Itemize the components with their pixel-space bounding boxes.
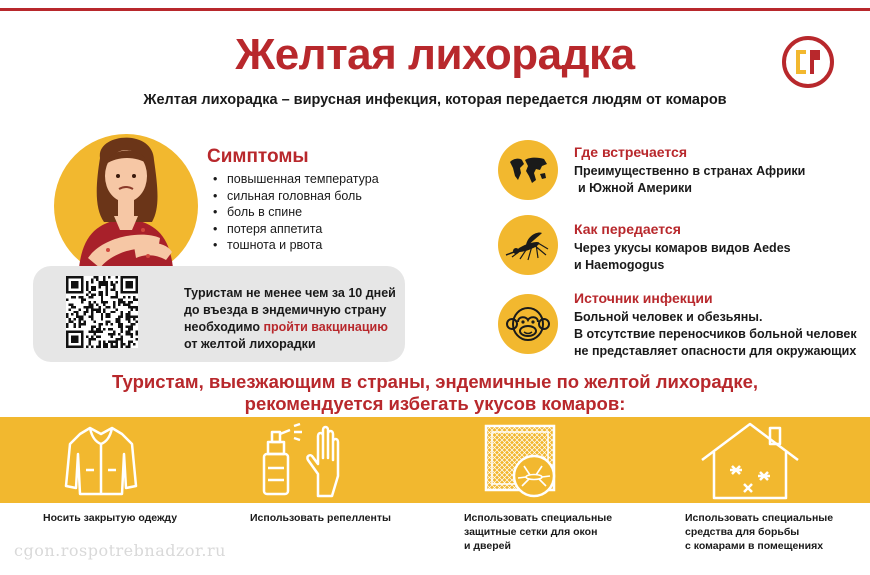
tip-line: Использовать специальные [685, 512, 834, 524]
sick-woman-illustration [48, 118, 218, 288]
tip-label-repellent [250, 511, 391, 525]
house-icon [700, 420, 800, 502]
tip-line: и дверей [464, 540, 511, 552]
notice-prefix: необходимо [184, 320, 264, 334]
vaccination-notice-text [184, 285, 399, 353]
monkey-icon [498, 294, 558, 354]
source-line: В отсутствие переносчиков больной человек [574, 327, 857, 341]
page-subtitle: Желтая лихорадка – вирусная инфекция, которая передается людям от комаров [143, 92, 727, 108]
recommendation-line: Туристам, выезжающим в страны, эндемичные по желтой лихорадке, [111, 371, 759, 392]
source-line: не представляет опасности для окружающих [574, 344, 857, 358]
where-heading: Где встречается [574, 144, 687, 160]
tip-line: с комарами в помещениях [685, 540, 824, 552]
vaccination-highlight: пройти вакцинацию [263, 320, 388, 334]
tip-line: защитные сетки для окон [464, 526, 598, 538]
where-line: Преимущественно в странах Африки [574, 164, 806, 178]
transmission-line: Через укусы комаров видов Aedes [574, 241, 791, 255]
recommendation-line: рекомендуется избегать укусов комаров: [244, 393, 626, 414]
tip-label-nets [464, 511, 612, 553]
mosquito-icon [498, 215, 558, 275]
symptom-item: • боль в спине [213, 204, 379, 221]
where-text [574, 163, 805, 197]
source-line: Больной человек и обезьяны. [574, 310, 763, 324]
tip-line: Носить закрытую одежду [43, 512, 178, 524]
symptoms-list [213, 171, 379, 254]
symptom-item: • тошнота и рвота [213, 237, 379, 254]
recommendation-heading [0, 371, 870, 415]
notice-line [184, 319, 399, 336]
where-line: и Южной Америки [578, 181, 692, 195]
tip-label-clothing [43, 511, 177, 525]
tip-line: средства для борьбы [685, 526, 800, 538]
transmission-line: и Haemogogus [574, 258, 665, 272]
tip-line: Использовать специальные [464, 512, 613, 524]
qr-code[interactable] [66, 276, 138, 348]
notice-line: до въезда в эндемичную страну [184, 303, 387, 317]
page-title: Желтая лихорадка [235, 30, 635, 79]
symptoms-heading: Симптомы [207, 146, 309, 167]
source-watermark: cgon.rospotrebnadzor.ru [14, 541, 226, 560]
world-map-icon [498, 140, 558, 200]
source-text [574, 309, 857, 360]
notice-line: от желтой лихорадки [184, 337, 316, 351]
mosquito-net-icon [482, 420, 564, 500]
rospotrebnadzor-logo [782, 36, 834, 88]
symptom-item: • потеря аппетита [213, 221, 379, 238]
notice-line: Туристам не менее чем за 10 дней [184, 286, 396, 300]
top-divider [0, 8, 870, 11]
repellent-icon [256, 420, 356, 500]
symptom-item: • сильная головная боль [213, 188, 379, 205]
tip-label-indoor [685, 511, 833, 553]
jacket-icon [62, 420, 140, 500]
transmission-text [574, 240, 791, 274]
source-heading: Источник инфекции [574, 290, 713, 306]
tip-line: Использовать репелленты [250, 512, 391, 524]
symptom-item: • повышенная температура [213, 171, 379, 188]
transmission-heading: Как передается [574, 221, 681, 237]
